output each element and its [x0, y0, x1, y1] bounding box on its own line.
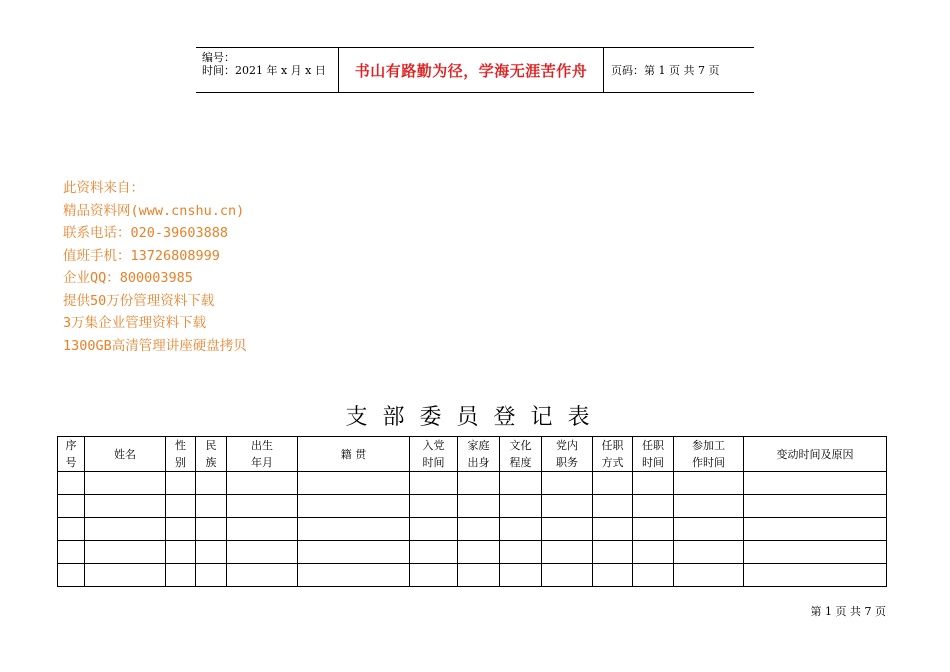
column-header-text: 出身 [467, 456, 490, 469]
table-cell[interactable] [58, 541, 85, 564]
table-cell[interactable] [458, 518, 500, 541]
table-row [58, 541, 887, 564]
table-cell[interactable] [542, 495, 593, 518]
table-cell[interactable] [500, 564, 542, 587]
info-line: 精品资料网(www.cnshu.cn) [63, 202, 245, 219]
table-row [58, 495, 887, 518]
table-cell[interactable] [166, 472, 196, 495]
column-header-text: 变动时间及原因 [776, 447, 854, 461]
table-cell[interactable] [58, 472, 85, 495]
column-header-text: 职务 [556, 456, 578, 469]
table-cell[interactable] [166, 541, 196, 564]
document-number-label: 编号： [202, 51, 235, 64]
info-line: 企业QQ：800003985 [63, 270, 193, 286]
table-cell[interactable] [85, 564, 166, 587]
table-cell[interactable] [85, 541, 166, 564]
table-cell[interactable] [166, 518, 196, 541]
table-cell[interactable] [633, 541, 674, 564]
column-header [298, 437, 410, 472]
table-cell[interactable] [500, 495, 542, 518]
column-header-text: 民 [205, 439, 217, 452]
table-cell[interactable] [674, 518, 744, 541]
table-cell[interactable] [227, 541, 298, 564]
column-header-text: 方式 [601, 456, 624, 469]
table-cell[interactable] [58, 495, 85, 518]
table-cell[interactable] [227, 564, 298, 587]
table-row [58, 518, 887, 541]
table-cell[interactable] [227, 518, 298, 541]
table-cell[interactable] [500, 472, 542, 495]
column-header [744, 437, 887, 472]
info-line: 3万集企业管理资料下载 [63, 315, 207, 331]
info-line: 联系电话：020-39603888 [63, 225, 229, 241]
table-cell[interactable] [458, 564, 500, 587]
column-header [227, 437, 298, 472]
committee-member-table [57, 436, 887, 587]
table-cell[interactable] [500, 541, 542, 564]
table-cell[interactable] [298, 472, 410, 495]
column-header-text: 家庭 [467, 439, 490, 452]
table-cell[interactable] [85, 472, 166, 495]
table-cell[interactable] [227, 472, 298, 495]
table-cell[interactable] [593, 472, 633, 495]
column-header-text: 党内 [556, 439, 578, 452]
table-cell[interactable] [458, 472, 500, 495]
table-cell[interactable] [298, 518, 410, 541]
column-header [196, 437, 227, 472]
column-header-text: 程度 [509, 456, 532, 469]
table-cell[interactable] [633, 495, 674, 518]
table-row [58, 564, 887, 587]
table-cell[interactable] [298, 541, 410, 564]
table-cell[interactable] [593, 495, 633, 518]
table-cell[interactable] [542, 564, 593, 587]
table-cell[interactable] [744, 495, 887, 518]
table-cell[interactable] [633, 518, 674, 541]
column-header [633, 437, 674, 472]
table-cell[interactable] [744, 472, 887, 495]
table-cell[interactable] [196, 495, 227, 518]
table-cell[interactable] [298, 495, 410, 518]
column-header-text: 族 [205, 456, 217, 469]
column-header-text: 号 [65, 456, 77, 469]
column-header [458, 437, 500, 472]
table-cell[interactable] [410, 495, 458, 518]
header-meta-cell [196, 48, 338, 92]
table-cell[interactable] [542, 518, 593, 541]
table-cell[interactable] [298, 564, 410, 587]
info-line: 此资料来自： [63, 180, 144, 196]
table-cell[interactable] [593, 564, 633, 587]
info-line: 值班手机：13726808999 [63, 247, 220, 264]
column-header-text: 任职 [642, 439, 664, 452]
table-cell[interactable] [227, 495, 298, 518]
table-cell[interactable] [196, 472, 227, 495]
column-header-text: 参加工 [692, 439, 725, 452]
table-cell[interactable] [458, 495, 500, 518]
column-header-text: 籍 贯 [340, 447, 367, 461]
column-header [674, 437, 744, 472]
column-header [500, 437, 542, 472]
table-cell[interactable] [410, 564, 458, 587]
table-cell[interactable] [166, 564, 196, 587]
column-header-text: 文化 [509, 439, 532, 452]
table-cell[interactable] [196, 518, 227, 541]
column-header [85, 437, 166, 472]
table-cell[interactable] [85, 495, 166, 518]
form-title: 支部委员登记表 [345, 405, 605, 430]
column-header [410, 437, 458, 472]
table-cell[interactable] [196, 541, 227, 564]
info-line: 1300GB高清管理讲座硬盘拷贝 [63, 337, 247, 354]
table-cell[interactable] [744, 564, 887, 587]
column-header-text: 年月 [251, 456, 273, 469]
table-cell[interactable] [674, 495, 744, 518]
table-cell[interactable] [410, 518, 458, 541]
footer-page-number: 第 1 页 共 7 页 [810, 605, 886, 618]
header-page-number: 页码：第 1 页 共 7 页 [611, 64, 720, 77]
table-cell[interactable] [633, 472, 674, 495]
column-header [593, 437, 633, 472]
page-header [196, 47, 754, 93]
table-cell[interactable] [542, 472, 593, 495]
column-header-text: 时间 [642, 456, 664, 469]
document-date: 时间：2021 年 x 月 x 日 [202, 64, 326, 77]
table-cell[interactable] [166, 495, 196, 518]
table-cell[interactable] [593, 541, 633, 564]
table-cell[interactable] [593, 518, 633, 541]
column-header-text: 序 [65, 439, 77, 452]
table-cell[interactable] [674, 564, 744, 587]
column-header [166, 437, 196, 472]
column-header-text: 姓名 [114, 447, 136, 461]
header-page-cell [604, 48, 754, 92]
column-header-text: 别 [175, 456, 186, 469]
table-cell[interactable] [674, 541, 744, 564]
table-header-row [58, 437, 887, 472]
header-motto: 书山有路勤为径，学海无涯苦作舟 [354, 61, 588, 80]
table-cell[interactable] [633, 564, 674, 587]
table-cell[interactable] [58, 518, 85, 541]
table-row [58, 472, 887, 495]
column-header-text: 作时间 [692, 456, 725, 469]
table-cell[interactable] [410, 541, 458, 564]
table-cell[interactable] [674, 472, 744, 495]
table-cell[interactable] [85, 518, 166, 541]
table-cell[interactable] [744, 541, 887, 564]
table-cell[interactable] [500, 518, 542, 541]
info-line: 提供50万份管理资料下载 [63, 292, 215, 309]
column-header-text: 时间 [422, 456, 445, 469]
table-cell[interactable] [744, 518, 887, 541]
table-cell[interactable] [410, 472, 458, 495]
source-info-block [63, 177, 247, 357]
table-cell[interactable] [458, 541, 500, 564]
column-header-text: 性 [175, 439, 186, 452]
column-header-text: 出生 [251, 439, 273, 452]
column-header [58, 437, 85, 472]
table-cell[interactable] [58, 564, 85, 587]
header-motto-cell [338, 48, 604, 92]
column-header-text: 任职 [601, 439, 624, 452]
table-cell[interactable] [196, 564, 227, 587]
table-cell[interactable] [542, 541, 593, 564]
column-header [542, 437, 593, 472]
column-header-text: 入党 [422, 439, 445, 452]
